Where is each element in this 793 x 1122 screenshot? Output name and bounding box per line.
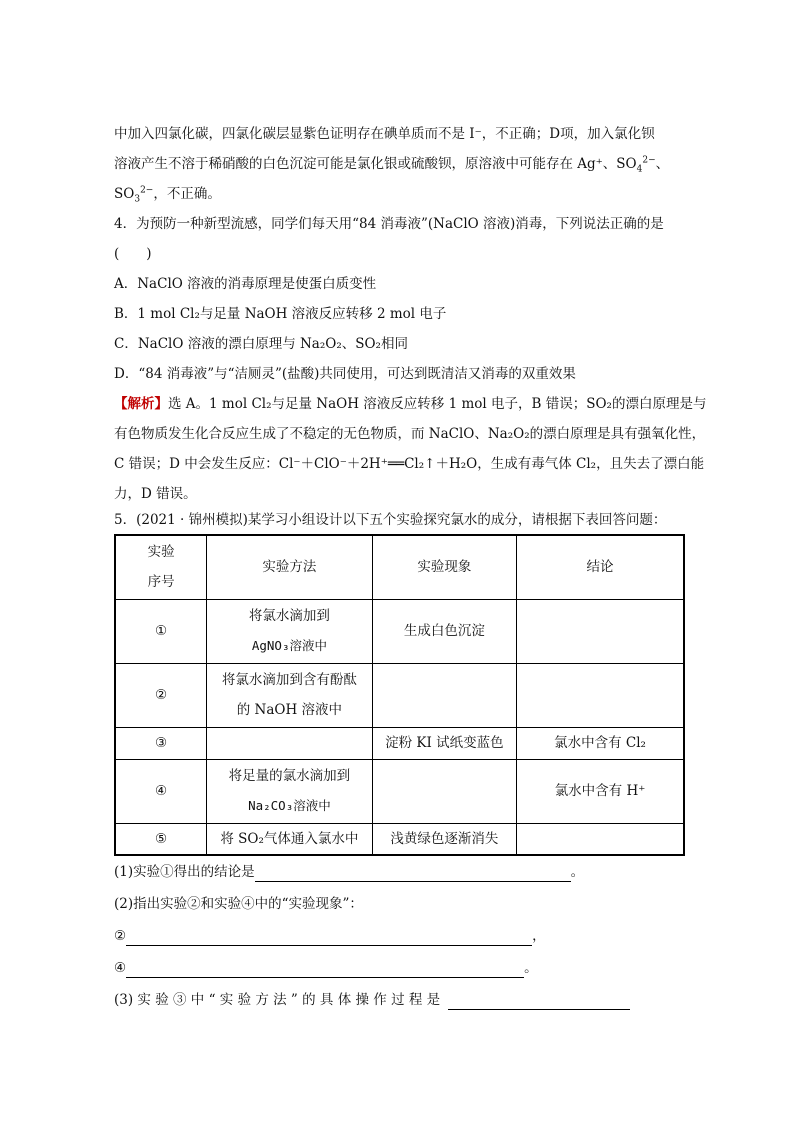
q4-analysis-line-3: C 错误；D 中会发生反应：Cl⁻＋ClO⁻＋2H⁺══Cl₂↑＋H₂O，生成有毒气体 Cl₂，且失去了漂白能	[114, 456, 705, 472]
row-conclusion	[517, 599, 684, 663]
prev-answer-line-2	[114, 154, 669, 174]
sub2-b-end: 。	[524, 960, 538, 976]
sub1-answer-blank[interactable]	[255, 865, 571, 882]
q4-analysis-line-2: 有色物质发生化合反应生成了不稳定的无色物质，而 NaClO、Na₂O₂的漂白原理是具有强氧化性，	[114, 426, 706, 442]
q4-option-a: A．NaClO 溶液的消毒原理是使蛋白质变性	[114, 276, 377, 292]
sub1-end: 。	[570, 864, 585, 880]
row-method-1: 将氯水滴加到	[248, 608, 330, 624]
row-phenomenon: 生成白色沉淀	[372, 599, 516, 663]
q4-answer-blank: ( )	[114, 246, 152, 262]
row-conclusion: 氯水中含有 H⁺	[517, 759, 684, 823]
prev-answer-line-3-end: ，不正确。	[153, 186, 221, 202]
row-method-2: 的 NaOH 溶液中	[236, 702, 343, 718]
table-row	[115, 759, 684, 823]
sub3-text: (3) 实 验 ③ 中 “ 实 验 方 法 ” 的 具 体 操 作 过 程 是	[114, 992, 441, 1008]
prev-answer-line-2-end: 、	[655, 156, 670, 172]
analysis-text-1: 选 A。1 mol Cl₂与足量 NaOH 溶液反应转移 1 mol 电子，B 错误；SO₂的漂白原理是与	[168, 396, 707, 412]
table-row	[115, 599, 684, 663]
q5-sub2: (2)指出实验②和实验④中的“实验现象”：	[114, 896, 363, 912]
row-method	[207, 727, 372, 759]
row-phenomenon	[372, 759, 516, 823]
row-method	[207, 823, 372, 855]
row-method-2: AgNO₃溶液中	[251, 638, 327, 653]
experiment-table	[114, 534, 685, 856]
row-no: ②	[115, 663, 207, 727]
row-method-2: Na₂CO₃溶液中	[248, 798, 331, 813]
header-serial-1: 实验	[147, 544, 175, 561]
prev-answer-line-3-text: SO	[114, 186, 135, 202]
row-no: ①	[115, 599, 207, 663]
q4-analysis-line-1	[114, 394, 706, 414]
sub2-a-answer-blank[interactable]	[126, 929, 532, 946]
sub3-answer-blank[interactable]	[448, 993, 630, 1010]
table-row	[115, 823, 684, 855]
q4-analysis-line-4: 力，D 错误。	[114, 486, 197, 502]
q4-option-b: B．1 mol Cl₂与足量 NaOH 溶液反应转移 2 mol 电子	[114, 306, 447, 322]
q5-stem: 5．(2021 · 锦州模拟)某学习小组设计以下五个实验探究氯水的成分，请根据下表回答问题：	[114, 512, 667, 528]
row-phenomenon: 淀粉 KI 试纸变蓝色	[372, 727, 516, 759]
row-conclusion: 氯水中含有 Cl₂	[517, 727, 684, 759]
analysis-tag: 【解析】	[114, 396, 168, 412]
row-method	[207, 759, 372, 823]
sub2-a-label: ②	[114, 928, 127, 944]
sub2-b-label: ④	[114, 960, 127, 976]
q5-sub2-b	[114, 958, 538, 978]
row-phenomenon: 浅黄绿色逐渐消失	[372, 823, 516, 855]
row-method-1: 将足量的氯水滴加到	[228, 768, 351, 784]
table-row	[115, 663, 684, 727]
row-method	[207, 663, 372, 727]
sulfite-charge: $_3^{2-}$	[134, 185, 154, 205]
q4-option-c: C．NaClO 溶液的漂白原理与 Na₂O₂、SO₂相同	[114, 336, 408, 352]
row-method-1: 将 SO₂气体通入氯水中	[220, 830, 359, 847]
row-no: ④	[115, 759, 207, 823]
header-method: 实验方法	[207, 535, 372, 599]
row-no: ③	[115, 727, 207, 759]
sub2-a-end: ，	[532, 928, 546, 944]
row-conclusion	[517, 663, 684, 727]
q4-stem: 4．为预防一种新型流感，同学们每天用“84 消毒液”(NaClO 溶液)消毒，下列说法正确的是	[114, 216, 664, 232]
sub2-b-answer-blank[interactable]	[126, 961, 524, 978]
q5-sub3	[114, 990, 630, 1010]
prev-answer-line-2-text: 溶液产生不溶于稀硝酸的白色沉淀可能是氯化银或硫酸钡，原溶液中可能存在 Ag⁺、SO	[114, 156, 637, 172]
sulfate-charge: $_4^{2-}$	[636, 155, 656, 175]
row-no: ⑤	[115, 823, 207, 855]
header-phenomenon: 实验现象	[372, 535, 516, 599]
table-header-row	[115, 535, 684, 599]
prev-answer-line-1: 中加入四氯化碳，四氯化碳层显紫色证明存在碘单质而不是 I⁻，不正确；D项，加入氯化钡	[114, 126, 655, 142]
header-serial-2: 序号	[147, 574, 175, 591]
q5-sub1	[114, 862, 584, 882]
q4-option-d: D．“84 消毒液”与“洁厕灵”(盐酸)共同使用，可达到既清洁又消毒的双重效果	[114, 366, 576, 382]
row-phenomenon	[372, 663, 516, 727]
header-serial	[115, 535, 207, 599]
sub1-text: (1)实验①得出的结论是	[114, 864, 255, 880]
q5-sub2-a	[114, 926, 546, 946]
row-method	[207, 599, 372, 663]
header-conclusion: 结论	[517, 535, 684, 599]
row-conclusion	[517, 823, 684, 855]
row-method-1: 将氯水滴加到含有酚酞	[221, 672, 357, 688]
table-row	[115, 727, 684, 759]
prev-answer-line-3	[114, 184, 221, 204]
